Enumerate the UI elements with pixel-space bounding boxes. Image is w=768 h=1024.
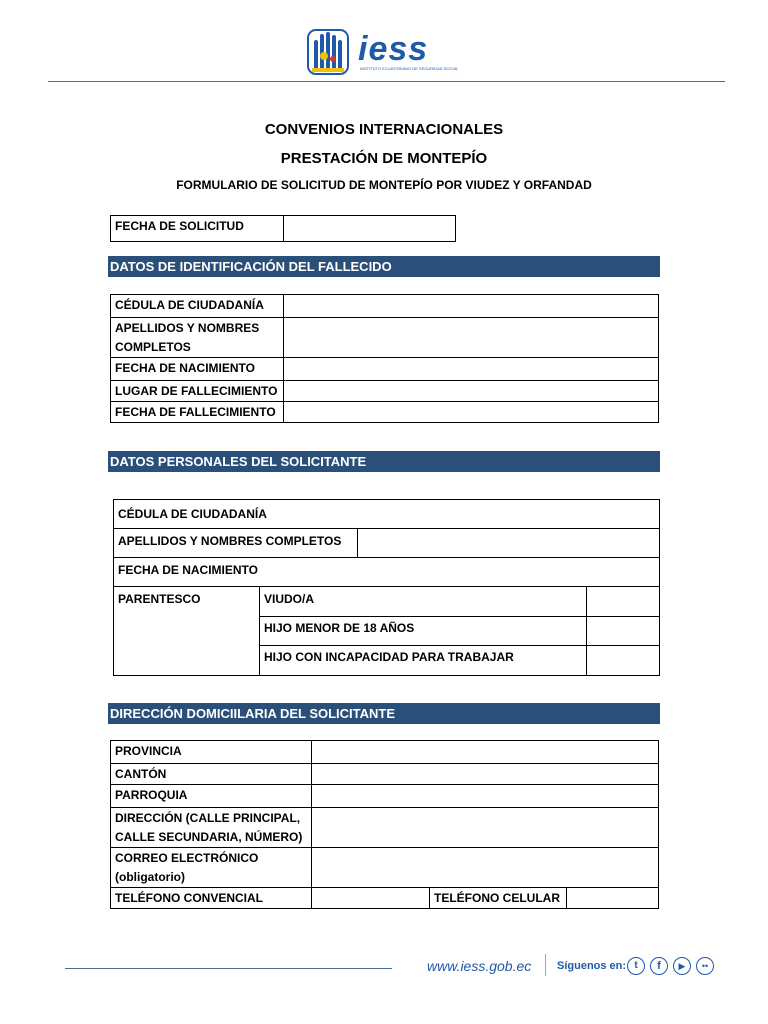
parroquia-field[interactable] (311, 784, 659, 808)
title-formulario: FORMULARIO DE SOLICITUD DE MONTEPÍO POR VIUDEZ Y ORFANDAD (176, 178, 592, 192)
parentesco-option-viudo-label: VIUDO/A (259, 586, 587, 617)
canton-field[interactable] (311, 763, 659, 785)
fallecido-fecha-fallecimiento-label: FECHA DE FALLECIMIENTO (110, 401, 284, 423)
provincia-field[interactable] (311, 740, 659, 764)
fecha-solicitud-label: FECHA DE SOLICITUD (110, 215, 284, 242)
follow-text: Síguenos en: (557, 960, 627, 972)
fallecido-cedula-label: CÉDULA DE CIUDADANÍA (110, 294, 284, 318)
title-convenios: CONVENIOS INTERNACIONALES (264, 121, 504, 138)
fallecido-lugar-field[interactable] (283, 380, 659, 402)
footer-rule (65, 968, 392, 969)
flickr-icon[interactable]: •• (696, 957, 714, 975)
fallecido-lugar-label: LUGAR DE FALLECIMIENTO (110, 380, 284, 402)
parentesco-option-hijo-menor-checkbox[interactable] (586, 616, 660, 646)
section-fallecido-header: DATOS DE IDENTIFICACIÓN DEL FALLECIDO (108, 256, 660, 277)
fallecido-cedula-field[interactable] (283, 294, 659, 318)
fallecido-fecha-fallecimiento-field[interactable] (283, 401, 659, 423)
logo-wordmark: iess (358, 30, 429, 68)
logo-subtitle: INSTITUTO ECUATORIANO DE SEGURIDAD SOCIAL (360, 66, 459, 71)
parentesco-option-hijo-incapacidad-label: HIJO CON INCAPACIDAD PARA TRABAJAR (259, 645, 587, 676)
telefono-convencional-label: TELÉFONO CONVENCIAL (110, 887, 312, 909)
facebook-icon[interactable]: f (650, 957, 668, 975)
header-rule (48, 81, 725, 82)
parentesco-option-hijo-incapacidad-checkbox[interactable] (586, 645, 660, 676)
section-solicitante-header: DATOS PERSONALES DEL SOLICITANTE (108, 451, 660, 472)
telefono-convencional-field[interactable] (311, 887, 430, 909)
website-link[interactable]: www.iess.gob.ec (427, 958, 532, 974)
solicitante-apellidos-label: APELLIDOS Y NOMBRES COMPLETOS (113, 528, 358, 558)
parentesco-label: PARENTESCO (113, 586, 260, 676)
fallecido-nacimiento-label: FECHA DE NACIMIENTO (110, 357, 284, 381)
title-prestacion: PRESTACIÓN DE MONTEPÍO (280, 150, 488, 167)
section-direccion-header: DIRECCIÓN DOMICIILARIA DEL SOLICITANTE (108, 703, 660, 724)
correo-label: CORREO ELECTRÓNICO (obligatorio) (110, 847, 312, 888)
telefono-celular-label: TELÉFONO CELULAR (429, 887, 567, 909)
iess-logo (306, 28, 466, 76)
fecha-solicitud-field[interactable] (283, 215, 456, 242)
parentesco-option-viudo-checkbox[interactable] (586, 586, 660, 617)
fallecido-apellidos-label: APELLIDOS Y NOMBRES COMPLETOS (110, 317, 284, 358)
solicitante-cedula-row[interactable] (113, 499, 660, 529)
direccion-field[interactable] (311, 807, 659, 848)
footer-divider (545, 954, 546, 976)
solicitante-nacimiento-row[interactable] (113, 557, 660, 587)
parentesco-option-hijo-menor-label: HIJO MENOR DE 18 AÑOS (259, 616, 587, 646)
twitter-icon[interactable]: t (627, 957, 645, 975)
solicitante-apellidos-field[interactable] (357, 528, 660, 558)
solicitante-nacimiento-label: FECHA DE NACIMIENTO (118, 563, 259, 577)
canton-label: CANTÓN (110, 763, 312, 785)
youtube-icon[interactable]: ▶ (673, 957, 691, 975)
fallecido-nacimiento-field[interactable] (283, 357, 659, 381)
fallecido-apellidos-field[interactable] (283, 317, 659, 358)
correo-field[interactable] (311, 847, 659, 888)
parroquia-label: PARROQUIA (110, 784, 312, 808)
iess-emblem-icon (306, 28, 350, 76)
solicitante-cedula-label: CÉDULA DE CIUDADANÍA (118, 507, 267, 521)
provincia-label: PROVINCIA (110, 740, 312, 764)
telefono-celular-field[interactable] (566, 887, 659, 909)
direccion-label: DIRECCIÓN (CALLE PRINCIPAL, CALLE SECUNDARIA, NÚMERO) (110, 807, 312, 848)
